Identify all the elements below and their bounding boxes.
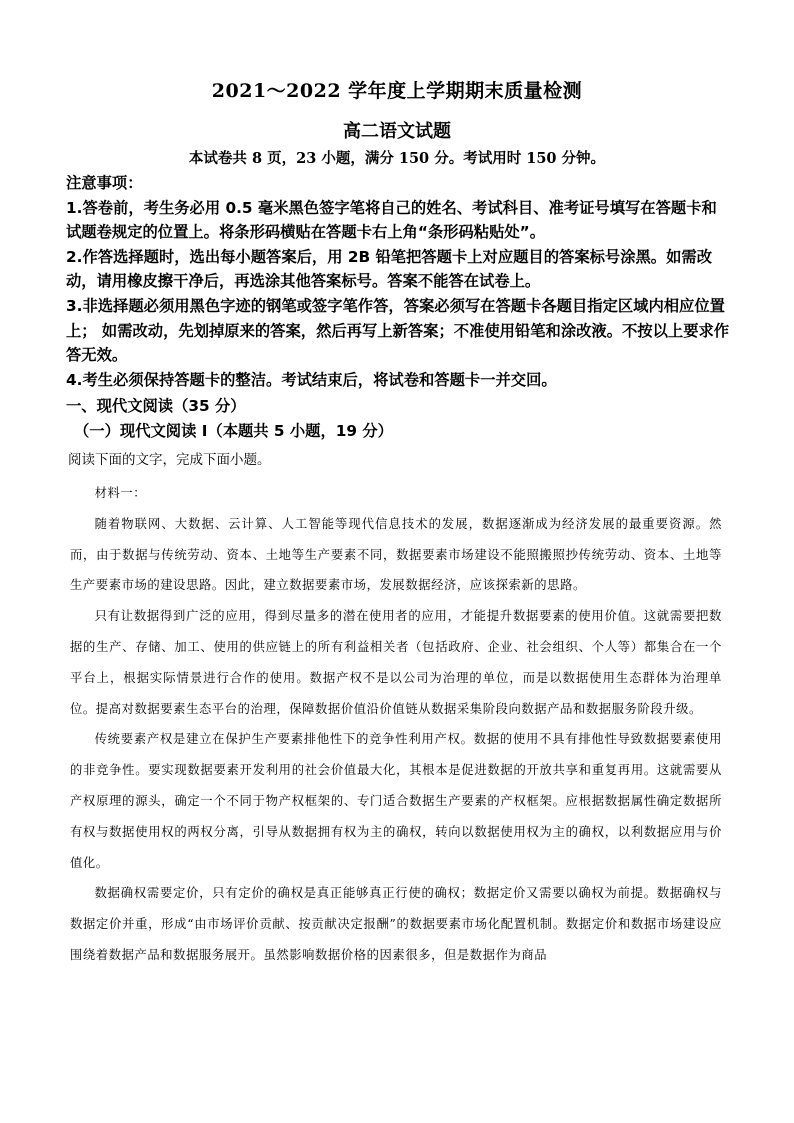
material-label: 材料一：: [94, 486, 147, 500]
exam-title: 2021～2022 学年度上学期期末质量检测: [211, 80, 583, 102]
article-body: [70, 478, 722, 971]
notice-item: 3.非选择题必须用黑色字迹的钢笔或签字笔作答，答案必须写在答题卡各题目指定区域内相应位置上； 如需改动，先划掉原来的答案，然后再写上新答案；不准使用铅笔和涂改液。不按以上要求作答无效。: [66, 296, 730, 365]
article-paragraph: 数据确权需要定价，只有定价的确权是真正能够真正行使的确权；数据定价又需要以确权为前提。数据确权与数据定价并重，形成“由市场评价贡献、按贡献决定报酬”的数据要素市场化配置机制。数据定价和数据市场建设应围绕着数据产品和数据服务展开。虽然影响数据价格的因素很多，但是数据作为商品: [70, 886, 722, 962]
notice-block: [66, 171, 730, 392]
notice-item: 1.答卷前，考生务必用 0.5 毫米黑色签字笔将自己的姓名、考试科目、准考证号填写在答题卡和试题卷规定的位置上。将条形码横贴在答题卡右上角“条形码粘贴处”。: [66, 198, 717, 242]
notice-heading: 注意事项：: [66, 174, 143, 192]
exam-subtitle: 高二语文试题: [343, 121, 451, 142]
section-heading: 一、现代文阅读（35 分）: [66, 397, 246, 415]
article-paragraph: 只有让数据得到广泛的应用，得到尽量多的潜在使用者的应用，才能提升数据要素的使用价值。这就需要把数据的生产、存储、加工、使用的供应链上的所有利益相关者（包括政府、企业、社会组织、个人等）都集合在一个平台上，根据实际情景进行合作的使用。数据产权不是以公司为治理的单位，而是以数据使用生态群体为治理单位。提高对数据要素生态平台的治理，保障数据价值沿价值链从数据采集阶段向数据产品和数据服务阶段升级。: [70, 609, 722, 716]
reading-instruction: 阅读下面的文字，完成下面小题。: [68, 452, 271, 468]
article-paragraph: 随着物联网、大数据、云计算、人工智能等现代信息技术的发展，数据逐渐成为经济发展的最重要资源。然而，由于数据与传统劳动、资本、土地等生产要素不同，数据要素市场建设不能照搬照抄传统劳动、资本、土地等生产要素市场的建设思路。因此，建立数据要素市场，发展数据经济，应该探索新的思路。: [70, 516, 722, 593]
article-paragraph: 传统要素产权是建立在保护生产要素排他性下的竞争性利用产权。数据的使用不具有排他性导致数据要素使用的非竞争性。要实现数据要素开发利用的社会价值最大化，其根本是促进数据的开放共享和重复再用。这就需要从产权原理的源头，确定一个不同于物产权框架的、专门适合数据生产要素的产权框架。应根据数据属性确定数据所有权与数据使用权的两权分离，引导从数据拥有权为主的确权，转向以数据使用权为主的确权，以利数据应用与价值化。: [70, 732, 722, 870]
subsection-heading: （一）现代文阅读 I（本题共 5 小题，19 分）: [74, 422, 393, 440]
notice-item: 2.作答选择题时，选出每小题答案后，用 2B 铅笔把答题卡上对应题目的答案标号涂黑。如需改动，请用橡皮擦干净后，再选涂其他答案标号。答案不能答在试卷上。: [66, 247, 712, 291]
exam-meta: 本试卷共 8 页，23 小题，满分 150 分。考试用时 150 分钟。: [188, 150, 606, 167]
notice-item: 4.考生必须保持答题卡的整洁。考试结束后，将试卷和答题卡一并交回。: [66, 370, 557, 389]
